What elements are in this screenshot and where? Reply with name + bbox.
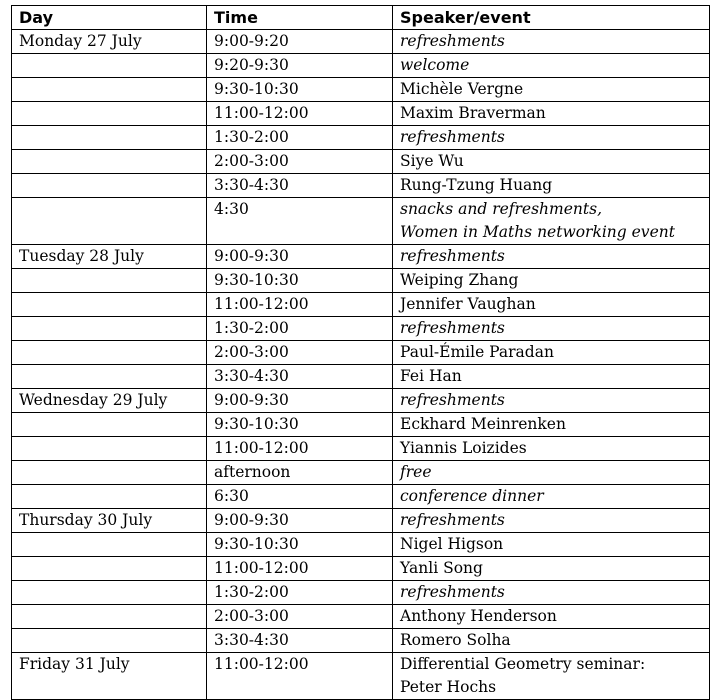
time-cell: 3:30-4:30 xyxy=(207,174,393,198)
table-row xyxy=(12,341,710,365)
day-cell xyxy=(12,437,207,461)
speaker-cell xyxy=(393,269,710,293)
time-cell: 11:00-12:00 xyxy=(207,437,393,461)
speaker-line: refreshments xyxy=(400,391,505,410)
speaker-cell xyxy=(393,126,710,150)
table-row xyxy=(12,317,710,341)
time-cell: 9:30-10:30 xyxy=(207,413,393,437)
time-cell: 9:00-9:30 xyxy=(207,389,393,413)
table-row xyxy=(12,174,710,198)
speaker-cell xyxy=(393,245,710,269)
header-speaker: Speaker/event xyxy=(393,6,710,30)
time-cell: 4:30 xyxy=(207,198,393,245)
speaker-line: Nigel Higson xyxy=(400,535,504,554)
time-cell: afternoon xyxy=(207,461,393,485)
speaker-line: welcome xyxy=(400,56,470,74)
header-day: Day xyxy=(12,6,207,30)
speaker-cell xyxy=(393,198,710,245)
table-row xyxy=(12,30,710,54)
day-cell xyxy=(12,341,207,365)
speaker-line: Yiannis Loizides xyxy=(400,439,527,458)
schedule-body xyxy=(12,30,710,700)
time-cell: 9:00-9:30 xyxy=(207,245,393,269)
speaker-cell xyxy=(393,150,710,174)
table-row xyxy=(12,198,710,245)
day-cell xyxy=(12,102,207,126)
speaker-line: refreshments xyxy=(400,32,505,50)
day-cell xyxy=(12,413,207,437)
header-row xyxy=(12,6,710,30)
speaker-cell xyxy=(393,557,710,581)
speaker-line: refreshments xyxy=(400,511,505,530)
speaker-cell xyxy=(393,653,710,700)
table-row xyxy=(12,365,710,389)
time-cell: 9:00-9:30 xyxy=(207,509,393,533)
speaker-line: Yanli Song xyxy=(400,559,483,578)
speaker-line: refreshments xyxy=(400,583,505,602)
time-cell: 2:00-3:00 xyxy=(207,341,393,365)
day-cell xyxy=(12,629,207,653)
speaker-cell xyxy=(393,30,710,54)
day-cell: Friday 31 July xyxy=(12,653,207,700)
day-cell xyxy=(12,317,207,341)
speaker-line: Peter Hochs xyxy=(400,678,497,697)
time-cell: 3:30-4:30 xyxy=(207,365,393,389)
table-row xyxy=(12,126,710,150)
speaker-cell xyxy=(393,485,710,509)
day-cell: Tuesday 28 July xyxy=(12,245,207,269)
table-row xyxy=(12,581,710,605)
table-row xyxy=(12,269,710,293)
table-row xyxy=(12,437,710,461)
speaker-line: Differential Geometry seminar: xyxy=(400,655,646,674)
speaker-line: refreshments xyxy=(400,128,505,146)
time-cell: 6:30 xyxy=(207,485,393,509)
time-cell: 9:30-10:30 xyxy=(207,269,393,293)
time-cell: 2:00-3:00 xyxy=(207,150,393,174)
day-cell xyxy=(12,605,207,629)
time-cell: 1:30-2:00 xyxy=(207,317,393,341)
time-cell: 9:30-10:30 xyxy=(207,78,393,102)
day-cell xyxy=(12,293,207,317)
time-cell: 11:00-12:00 xyxy=(207,293,393,317)
speaker-line: Rung-Tzung Huang xyxy=(400,176,553,194)
speaker-line: refreshments xyxy=(400,247,505,266)
speaker-cell xyxy=(393,533,710,557)
speaker-line: Maxim Braverman xyxy=(400,104,546,122)
day-cell: Wednesday 29 July xyxy=(12,389,207,413)
day-cell xyxy=(12,150,207,174)
day-cell xyxy=(12,269,207,293)
speaker-line: Jennifer Vaughan xyxy=(400,295,536,314)
day-cell xyxy=(12,461,207,485)
speaker-line: Michèle Vergne xyxy=(400,80,524,98)
day-cell xyxy=(12,581,207,605)
day-cell xyxy=(12,126,207,150)
speaker-cell xyxy=(393,605,710,629)
time-cell: 9:00-9:20 xyxy=(207,30,393,54)
speaker-cell xyxy=(393,581,710,605)
time-cell: 1:30-2:00 xyxy=(207,581,393,605)
speaker-cell xyxy=(393,509,710,533)
table-row xyxy=(12,150,710,174)
speaker-cell xyxy=(393,437,710,461)
day-cell: Monday 27 July xyxy=(12,30,207,54)
table-row xyxy=(12,413,710,437)
speaker-cell xyxy=(393,78,710,102)
time-cell: 9:30-10:30 xyxy=(207,533,393,557)
table-row xyxy=(12,293,710,317)
table-row xyxy=(12,461,710,485)
speaker-cell xyxy=(393,389,710,413)
table-row xyxy=(12,245,710,269)
speaker-line: conference dinner xyxy=(400,487,544,506)
speaker-line: Weiping Zhang xyxy=(400,271,519,290)
speaker-cell xyxy=(393,54,710,78)
time-cell: 3:30-4:30 xyxy=(207,629,393,653)
table-row xyxy=(12,485,710,509)
day-cell xyxy=(12,557,207,581)
speaker-line: Anthony Henderson xyxy=(400,607,557,626)
day-cell: Thursday 30 July xyxy=(12,509,207,533)
speaker-cell xyxy=(393,293,710,317)
table-row xyxy=(12,629,710,653)
table-row xyxy=(12,653,710,700)
speaker-line: Paul-Émile Paradan xyxy=(400,343,554,362)
speaker-cell xyxy=(393,365,710,389)
speaker-line: Romero Solha xyxy=(400,631,511,650)
speaker-line: free xyxy=(400,463,432,482)
day-cell xyxy=(12,174,207,198)
table-row xyxy=(12,533,710,557)
day-cell xyxy=(12,485,207,509)
time-cell: 11:00-12:00 xyxy=(207,102,393,126)
day-cell xyxy=(12,78,207,102)
speaker-line: Fei Han xyxy=(400,367,462,386)
speaker-cell xyxy=(393,174,710,198)
table-row xyxy=(12,605,710,629)
speaker-cell xyxy=(393,629,710,653)
time-cell: 2:00-3:00 xyxy=(207,605,393,629)
day-cell xyxy=(12,365,207,389)
speaker-cell xyxy=(393,413,710,437)
table-row xyxy=(12,389,710,413)
day-cell xyxy=(12,533,207,557)
day-cell xyxy=(12,54,207,78)
speaker-line: Women in Maths networking event xyxy=(400,223,675,241)
header-time: Time xyxy=(207,6,393,30)
time-cell: 9:20-9:30 xyxy=(207,54,393,78)
speaker-cell xyxy=(393,102,710,126)
day-cell xyxy=(12,198,207,245)
speaker-line: Siye Wu xyxy=(400,152,464,170)
speaker-line: refreshments xyxy=(400,319,505,338)
speaker-cell xyxy=(393,341,710,365)
time-cell: 11:00-12:00 xyxy=(207,653,393,700)
speaker-line: Eckhard Meinrenken xyxy=(400,415,566,434)
table-row xyxy=(12,54,710,78)
time-cell: 1:30-2:00 xyxy=(207,126,393,150)
schedule-table xyxy=(11,5,710,700)
table-row xyxy=(12,78,710,102)
time-cell: 11:00-12:00 xyxy=(207,557,393,581)
table-row xyxy=(12,557,710,581)
table-row xyxy=(12,509,710,533)
table-row xyxy=(12,102,710,126)
speaker-cell xyxy=(393,461,710,485)
speaker-cell xyxy=(393,317,710,341)
speaker-line: snacks and refreshments, xyxy=(400,200,603,218)
